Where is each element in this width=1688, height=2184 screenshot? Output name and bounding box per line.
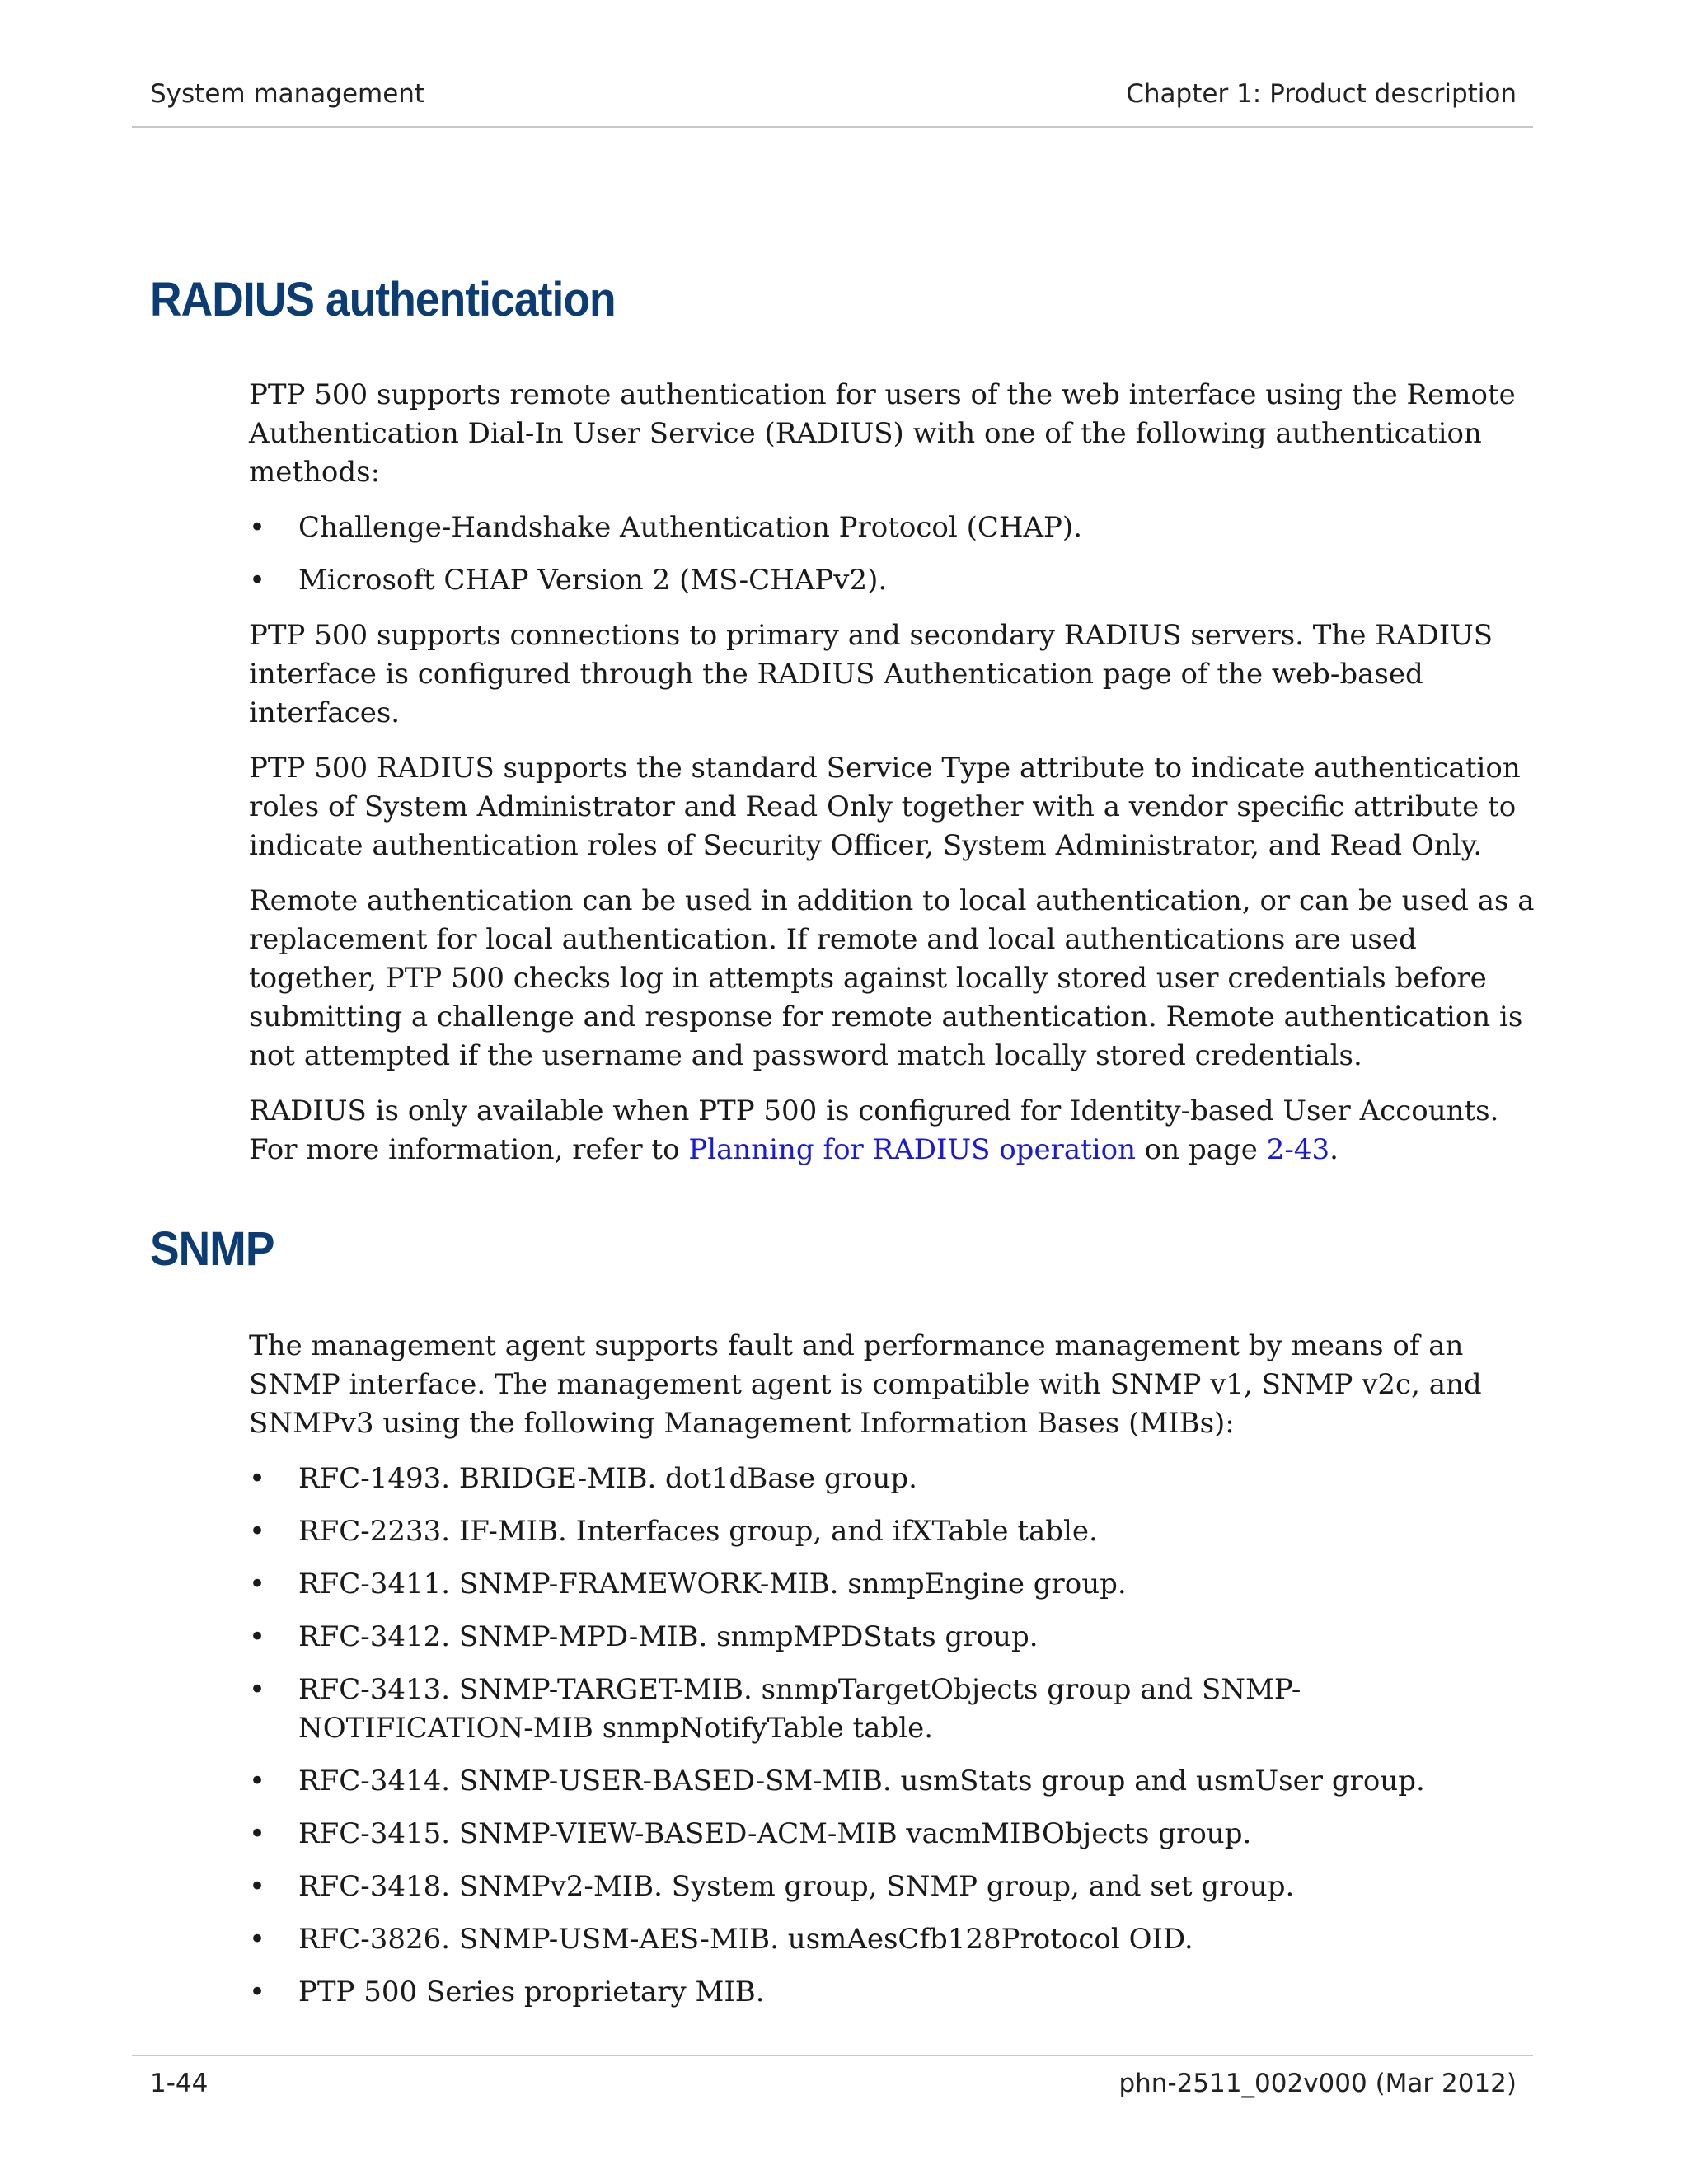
bullet-icon: • <box>249 1515 266 1548</box>
bullet-icon: • <box>249 511 266 544</box>
radius-methods-list <box>249 509 1535 600</box>
list-item: • RFC-3826. SNMP-USM-AES-MIB. usmAesCfb128Protocol OID. <box>249 1920 1535 1959</box>
remote-auth-paragraph: Remote authentication can be used in addition to local authentication, or can be used as a replacement for local authentication. If remote and local authentications are used together, PTP 500 checks log in attempts against locally stored user credentials before submitting a challenge and response for remote authentication. Remote authentication is not attempted if the username and password match locally stored credentials. <box>249 884 1535 1072</box>
list-item: • RFC-3412. SNMP-MPD-MIB. snmpMPDStats group. <box>249 1618 1535 1657</box>
header-rule <box>132 126 1533 128</box>
bullet-icon: • <box>249 1568 266 1601</box>
list-item: • Microsoft CHAP Version 2 (MS-CHAPv2). <box>249 561 1535 600</box>
document-id: phn-2511_002v000 (Mar 2012) <box>1118 2069 1517 2098</box>
header-chapter-title: Chapter 1: Product description <box>1126 79 1517 109</box>
bullet-icon: • <box>249 564 266 597</box>
list-item: • RFC-3411. SNMP-FRAMEWORK-MIB. snmpEngine group. <box>249 1565 1535 1604</box>
bullet-icon: • <box>249 1620 266 1653</box>
list-item: • RFC-3413. SNMP-TARGET-MIB. snmpTargetObjects group and SNMP-NOTIFICATION-MIB snmpNotifyTable table. <box>249 1671 1535 1748</box>
page-reference-link[interactable]: 2-43 <box>1266 1133 1330 1166</box>
list-item: • RFC-3415. SNMP-VIEW-BASED-ACM-MIB vacmMIBObjects group. <box>249 1815 1535 1854</box>
list-item: • Challenge-Handshake Authentication Protocol (CHAP). <box>249 509 1535 547</box>
bullet-icon: • <box>249 1673 266 1706</box>
planning-radius-link[interactable]: Planning for RADIUS operation <box>688 1133 1136 1166</box>
running-footer <box>132 2060 1533 2110</box>
list-item: • RFC-3414. SNMP-USER-BASED-SM-MIB. usmStats group and usmUser group. <box>249 1762 1535 1801</box>
mib-list <box>249 1460 1535 2012</box>
bullet-icon: • <box>249 1817 266 1850</box>
snmp-heading: SNMP <box>150 1222 274 1276</box>
radius-availability-paragraph: RADIUS is only available when PTP 500 is configured for Identity-based User Accounts. For more information, refer to Planning for RADIUS operation on page 2-43. <box>249 1094 1499 1166</box>
bullet-icon: • <box>249 1975 266 2008</box>
radius-body <box>249 376 1535 1186</box>
radius-intro-paragraph: PTP 500 supports remote authentication for users of the web interface using the Remote Authentication Dial-In User Service (RADIUS) with one of the following authentication methods: <box>249 378 1516 489</box>
list-item: • PTP 500 Series proprietary MIB. <box>249 1973 1535 2012</box>
bullet-icon: • <box>249 1923 266 1956</box>
list-item: • RFC-3418. SNMPv2-MIB. System group, SNMP group, and set group. <box>249 1868 1535 1906</box>
page-number: 1-44 <box>150 2069 209 2098</box>
header-section-name: System management <box>150 79 425 109</box>
footer-rule <box>132 2055 1533 2056</box>
snmp-body <box>249 1327 1535 2028</box>
bullet-icon: • <box>249 1462 266 1495</box>
snmp-intro-paragraph: The management agent supports fault and performance management by means of an SNMP interface. The management agent is compatible with SNMP v1, SNMP v2c, and SNMPv3 using the following Management Information Bases (MIBs): <box>249 1329 1482 1440</box>
radius-servers-paragraph: PTP 500 supports connections to primary and secondary RADIUS servers. The RADIUS interface is configured through the RADIUS Authentication page of the web-based interfaces. <box>249 619 1493 729</box>
list-item: • RFC-2233. IF-MIB. Interfaces group, and ifXTable table. <box>249 1512 1535 1551</box>
running-header <box>132 73 1533 122</box>
list-item: • RFC-1493. BRIDGE-MIB. dot1dBase group. <box>249 1460 1535 1498</box>
bullet-icon: • <box>249 1870 266 1903</box>
bullet-icon: • <box>249 1765 266 1797</box>
radius-heading: RADIUS authentication <box>150 273 616 326</box>
radius-roles-paragraph: PTP 500 RADIUS supports the standard Service Type attribute to indicate authentication roles of System Administrator and Read Only together with a vendor specific attribute to indicate authentication roles of Security Officer, System Administrator, and Read Only. <box>249 752 1521 862</box>
